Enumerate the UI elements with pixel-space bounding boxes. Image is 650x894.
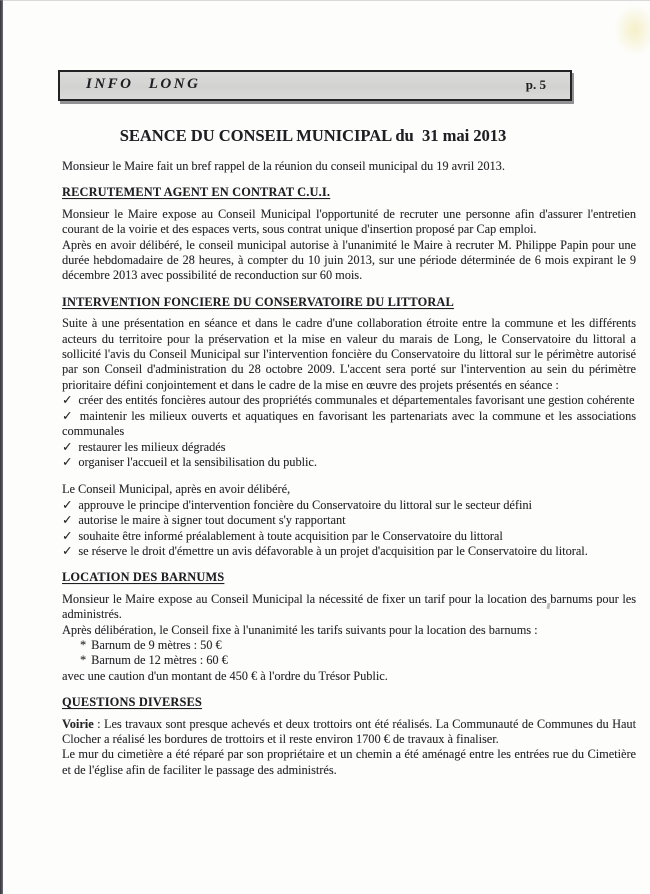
section-heading-recrutement: RECRUTEMENT AGENT EN CONTRAT C.U.I. [62,185,331,200]
paragraph: Le mur du cimetière a été réparé par son propriétaire et un chemin a été aménagé entre les entrées rue du Cimetière et de l'église afin de faciliter le passage des administrés. [62,747,636,777]
paragraph: Après délibération, le Conseil fixe à l'unanimité les tarifs suivants pour la location des barnums : [62,622,538,637]
document-title: SEANCE DU CONSEIL MUNICIPAL du 31 mai 2013 [119,126,507,145]
list-item [80,638,636,653]
paragraph: avec une caution d'un montant de 450 € à l'ordre du Trésor Public. [62,668,388,683]
list-item [62,393,636,408]
paragraph: Suite à une présentation en séance et dans le cadre d'une collaboration étroite entre la commune et les différents acteurs du territoire pour la préservation et la mise en valeur du marais de Long, le Conservatoire du littoral a sollicité l'avis du Conseil Municipal sur l'intervention foncière du Conservatoire du littoral sur le périmètre autorisé par son Conseil d'administration du 28 octobre 2009. L'accent sera porté sur l'intervention au sein du périmètre prioritaire défini conjointement et dans le cadre de la mise en œuvre des projets présentés en séance : [62,316,636,392]
list-item-text: Barnum de 12 mètres : 60 € [91,653,228,668]
check-icon: ✓ [62,497,73,512]
list-item [80,653,636,668]
list-item-text: souhaite être informé préalablement à toute acquisition par le Conservatoire du littoral [78,528,503,543]
check-icon: ✓ [62,408,74,423]
paragraph: Monsieur le Maire expose au Conseil Municipal l'opportunité de recruter une personne afin d'assurer l'entretien courant de la voirie et des espaces verts, sous contrat unique d'insertion proposé par Cap emploi. [62,206,636,237]
paragraph: Après en avoir délibéré, le conseil municipal autorise à l'unanimité le Maire à recruter M. Philippe Papin pour une durée hebdomadaire de 28 heures, à compter du 10 juin 2013, sur une période déterminée de 6 mois expirant le 9 décembre 2013 avec possibilité de reconduction sur 60 mois. [62,237,636,283]
scan-edge-artifact [0,0,3,894]
newsletter-title: INFO LONG [86,76,201,92]
voirie-text: : Les travaux sont presque achevés et deux trottoirs ont été réalisés. La Communauté de Communes du Haut Clocher a réalisé les bordures de trottoirs et il reste environ 1700 € de travaux à finaliser. [62,716,636,746]
list-item [62,513,636,528]
check-icon: ✓ [62,513,73,528]
paragraph: Monsieur le Maire expose au Conseil Municipal la nécessité de fixer un tarif pour la location des barnums pour les administrés. [62,591,636,622]
list-item [62,455,636,470]
check-icon: ✓ [62,528,73,543]
list-item-text: créer des entités foncières autour des propriétés communales et départementales favorisant une gestion cohérente [78,393,635,408]
list-item-text: maintenir les milieux ouverts et aquatiques en favorisant les partenariats avec la commune et les associations communales [62,408,637,439]
asterisk-bullet: * [80,637,87,652]
page-number: p. 5 [525,77,546,92]
section-heading-questions-diverses: QUESTIONS DIVERSES [62,695,202,710]
check-icon: ✓ [62,439,73,454]
list-item-text: restaurer les milieux dégradés [78,439,226,454]
list-item [62,440,636,455]
intro-paragraph: Monsieur le Maire fait un bref rappel de la réunion du conseil municipal du 19 avril 2013. [62,159,505,173]
list-item-text: autorise le maire à signer tout document s'y rapportant [78,513,346,528]
newsletter-header-bar [58,70,572,101]
paragraph [62,717,636,748]
list-item-text: organiser l'accueil et la sensibilisation du public. [78,454,317,469]
section-heading-intervention-fonciere: INTERVENTION FONCIERE DU CONSERVATOIRE DU LITTORAL [62,294,454,309]
list-item-text: se réserve le droit d'émettre un avis défavorable à un projet d'acquisition par le Conservatoire du litoral. [78,543,588,558]
section-heading-location-barnums: LOCATION DES BARNUMS [62,570,225,585]
list-item [62,498,636,513]
check-icon: ✓ [62,543,73,558]
list-item-text: Barnum de 9 mètres : 50 € [91,637,222,652]
list-item [62,544,636,559]
scan-smudge-artifact [614,4,650,56]
deliberation-intro: Le Conseil Municipal, après en avoir délibéré, [62,482,291,497]
document-content [62,122,636,778]
scan-top-line-artifact [0,0,650,1]
check-icon: ✓ [62,393,73,408]
list-item [62,409,636,440]
asterisk-bullet: * [80,653,87,668]
list-item [62,529,636,544]
voirie-label: Voirie [62,716,94,731]
list-item-text: approuve le principe d'intervention foncière du Conservatoire du littoral sur le secteur défini [78,497,532,512]
check-icon: ✓ [62,454,73,469]
